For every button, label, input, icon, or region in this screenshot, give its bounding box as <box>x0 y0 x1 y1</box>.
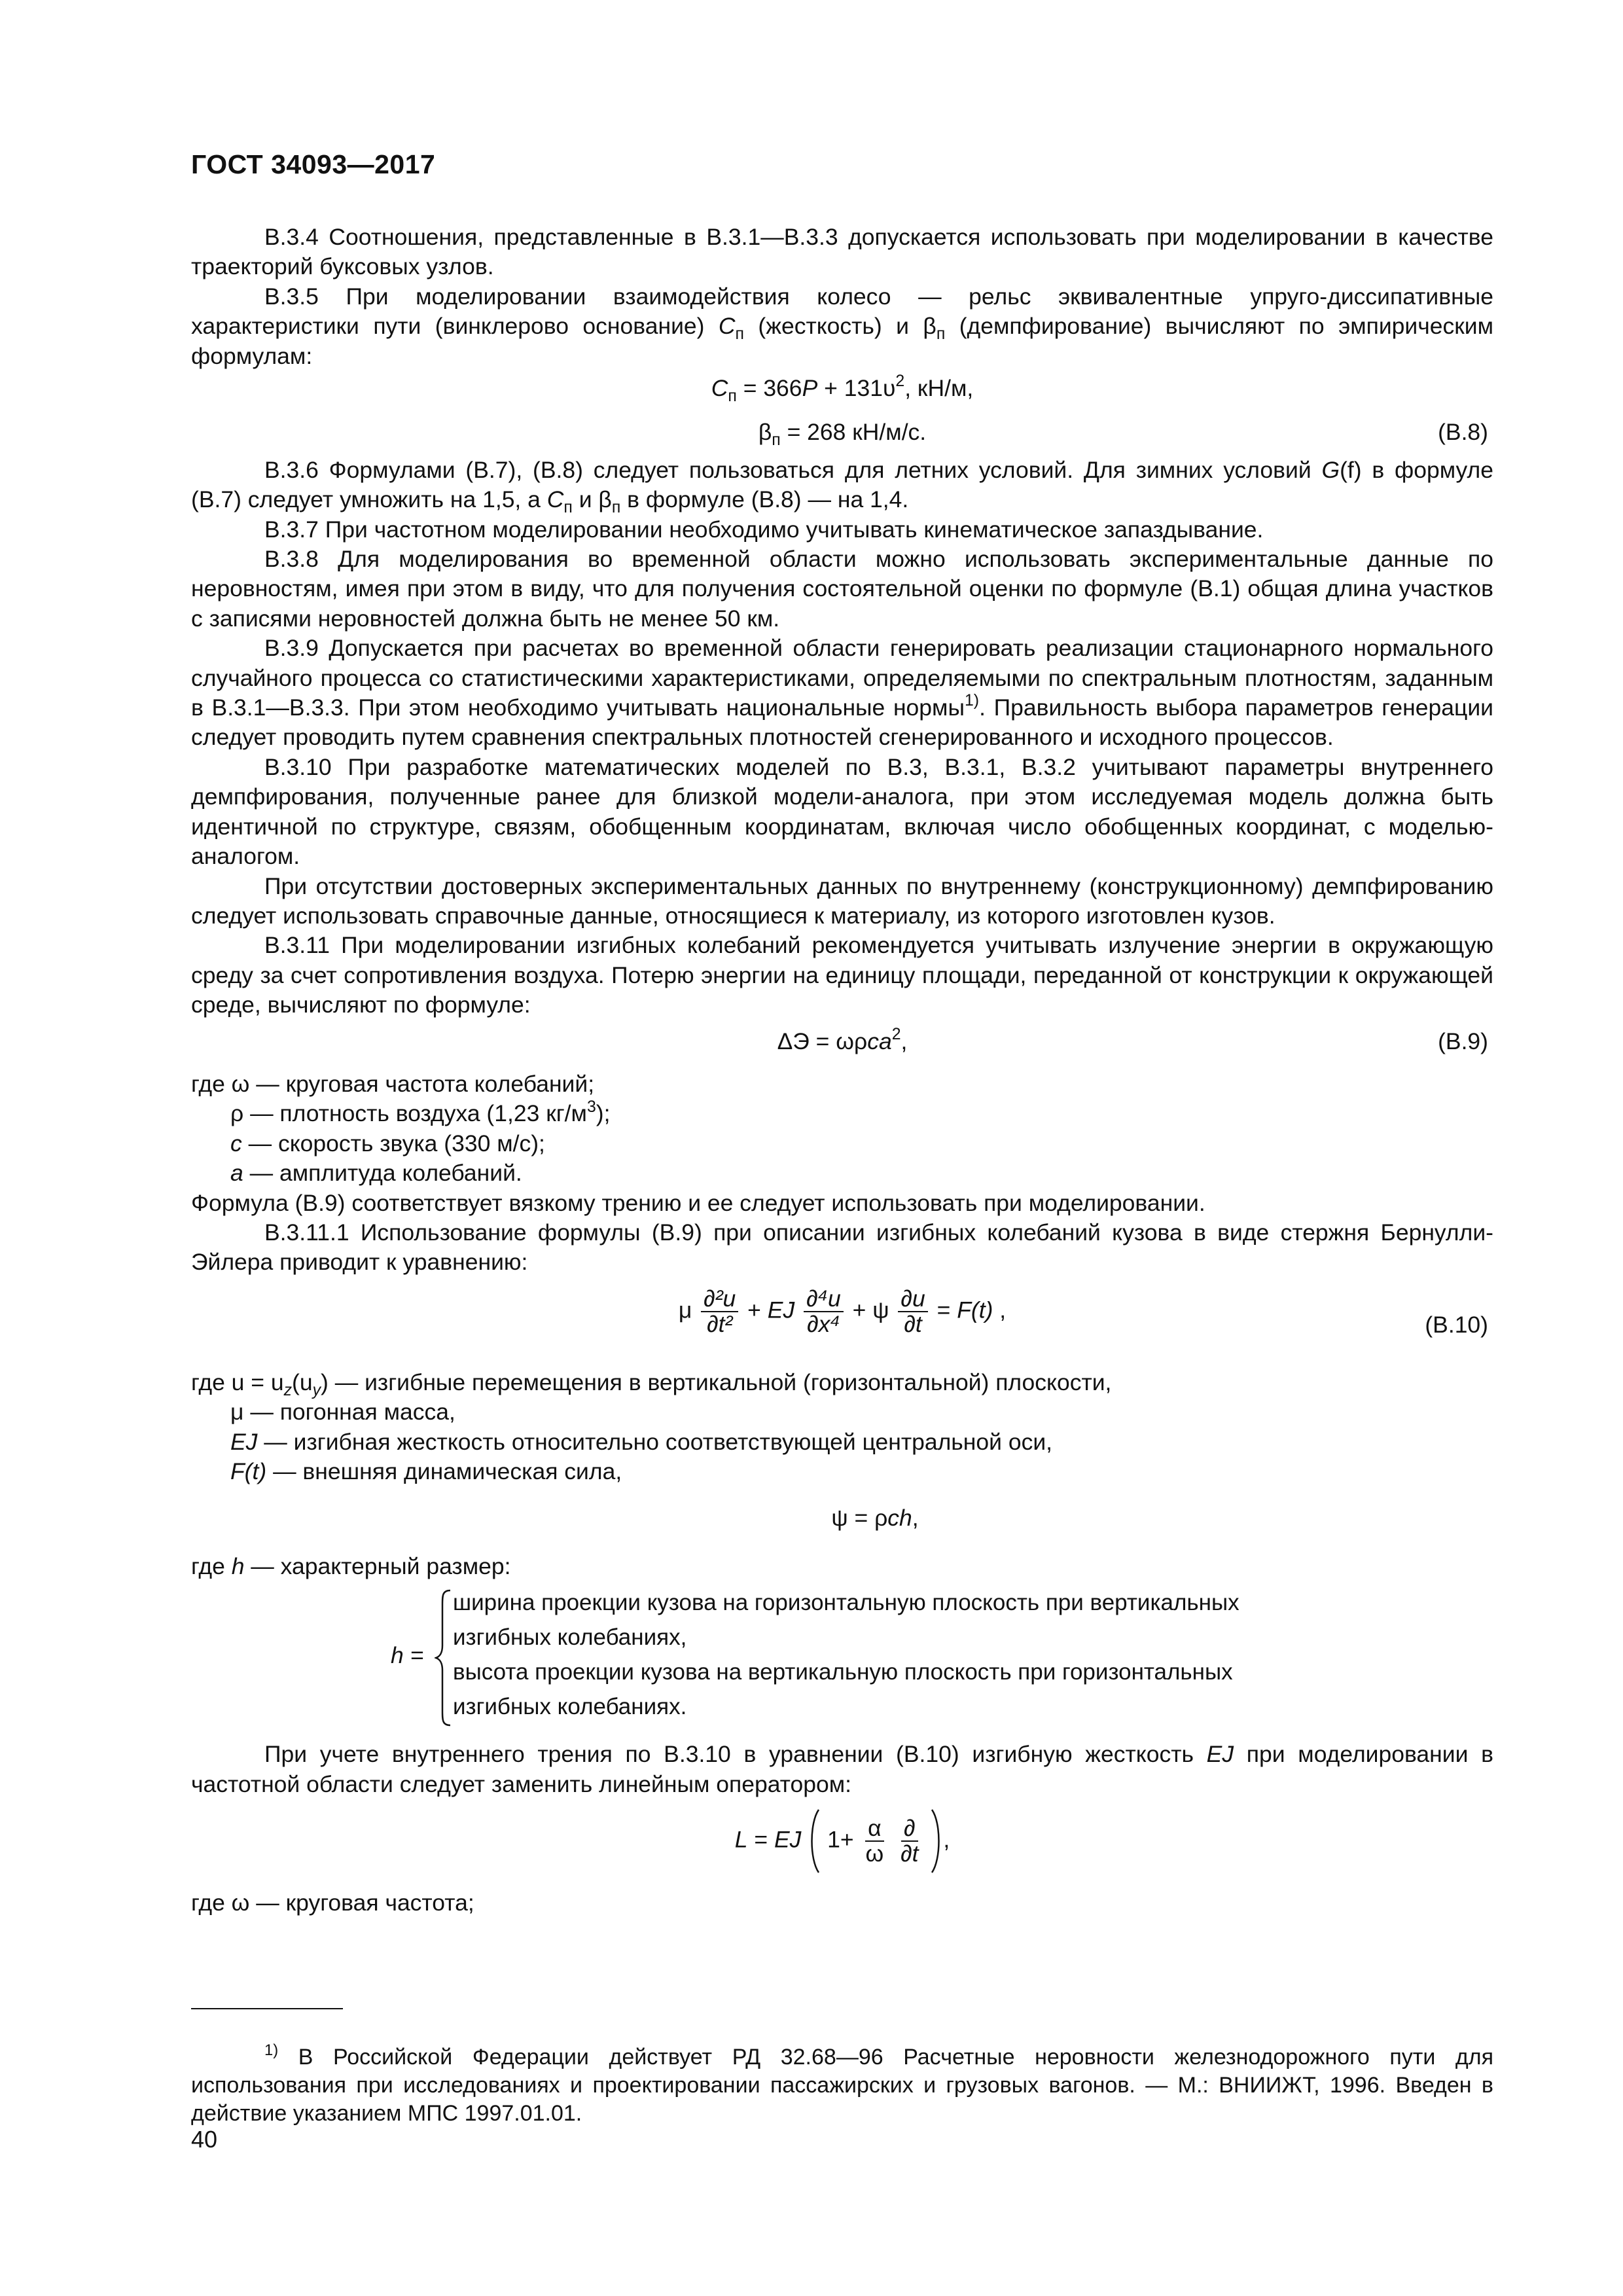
paragraph-b339: В.3.9 Допускается при расчетах во временной области генерировать реализации стационарного нормального случайного процесса со статистическими характеристиками, определяемыми по спектральным плотностям, заданным в В.3.1—В.3.3. При этом необходимо учитывать национальные нормы$^{1)}$. Правильность выбора параметров генерации следует проводить путем сравнения спектральных плотностей сгенерированного и исходного процессов. <box>191 635 1494 751</box>
paragraph-b3311: В.3.11 При моделировании изгибных колебаний рекомендуется учитывать излучение энергии в окружающую среду за счет сопротивления воздуха. Потерю энергии на единицу площади, переданной от конструкции к окружающей среде, вычисляют по формуле: <box>191 932 1493 1018</box>
h-line-3: высота проекции кузова на вертикальную плоскость при горизонтальных <box>453 1659 1233 1685</box>
definition-omega-frequency: где ω — круговая частота; <box>191 1890 474 1916</box>
footnote-ref: 1) <box>964 692 980 710</box>
h-line-2: изгибных колебаниях, <box>453 1624 687 1651</box>
paragraph-b338: В.3.8 Для моделирования во временной области можно использовать экспериментальные данные по неровностям, имея при этом в виду, что для получения состоятельной оценки по формуле (В.1) общая длина участков с записями неровностей должна быть не менее 50 км. <box>191 546 1493 632</box>
h-line-4: изгибных колебаниях. <box>453 1694 687 1720</box>
formula-bp: $\beta_п = 268$ кН/м/с. (В.8) <box>758 419 1488 450</box>
footnote: $^{1)}$ В Российской Федерации действует РД 32.68—96 Расчетные неровности железнодорожного пути для использования при исследованиях и проектировании пассажирских и грузовых вагонов. — М.: ВНИИЖТ, 1996. Введен в действие указанием МПС 1997.01.01. <box>191 2041 1493 2126</box>
brace-shape <box>435 1589 453 1727</box>
definition-omega: где ω — круговая частота колебаний; <box>191 1070 595 1097</box>
formula-psi: ψ = ρch, <box>831 1505 919 1532</box>
document-header: ГОСТ 34093—2017 <box>191 149 436 179</box>
paragraph-absence: При отсутствии достоверных экспериментальных данных по внутреннему (конструкционному) демпфированию следует использовать справочные данные, относящиеся к материалу, из которого изготовлен кузов. <box>191 872 1493 929</box>
formula-h-piecewise: h = ширина проекции кузова на горизонтальную плоскость при вертикальных изгибных колебаниях, высота проекции кузова на вертикальную плоскость при горизонтальных изгибных колебаниях. <box>191 1585 1493 1731</box>
definitions-b9 <box>191 1069 1493 1189</box>
definition-h: где h — характерный размер: <box>191 1552 511 1579</box>
footnote-separator <box>191 2008 343 2009</box>
paragraph-b33111: В.3.11.1 Использование формулы (В.9) при описании изгибных колебаний кузова в виде стержня Бернулли-Эйлера приводит к уравнению: <box>191 1219 1493 1276</box>
page-number: 40 <box>191 2126 218 2153</box>
paragraph-internal-friction: При учете внутреннего трения по В.3.10 в уравнении (В.10) изгибную жесткость EJ при моделировании в частотной области следует заменить линейным оператором: <box>191 1741 1493 1797</box>
definition-c: c — скорость звука (330 м/с); <box>230 1130 545 1157</box>
paragraph-b337: В.3.7 При частотном моделировании необходимо учитывать кинематическое запаздывание. <box>264 516 1264 543</box>
formula-l-operator: L = EJ 1+ $\frac{\alpha}{\omega}$ $\frac{\partial}{\partial t}$ , <box>191 1806 1493 1883</box>
right-parenthesis <box>930 1808 943 1874</box>
paragraph-b336: В.3.6 Формулами (В.7), (В.8) следует пользоваться для летних условий. Для зимних условий G(f) в формуле (В.7) следует умножить на 1,5, а $С_п$ и $\beta_п$ в формуле (В.8) — на 1,4. <box>191 456 1493 517</box>
paragraph-formula-b9-note: Формула (В.9) соответствует вязкому трению и ее следует использовать при моделировании. <box>191 1189 1205 1216</box>
definition-mu: μ — погонная масса, <box>230 1399 455 1426</box>
definition-ft: F(t) — внешняя динамическая сила, <box>230 1458 622 1484</box>
definition-rho: ρ — плотность воздуха (1,23 $кг/м^3$); <box>230 1098 611 1127</box>
formula-b9: ΔЭ = ωρca$^2$, (В.9) <box>191 1027 1493 1056</box>
formula-cp: $С_п = 366P + 131\upsilon^2$, кН/м, <box>711 372 974 406</box>
equation-number-b9: (В.9) <box>1438 1028 1488 1054</box>
paragraph-b335: В.3.5 При моделировании взаимодействия колесо — рельс эквивалентные упруго-диссипативные характеристики пути (винклерово основание) $С_п$ (жесткость) и $\beta_п$ (демпфирование) вычисляют по эмпирическим формулам: <box>191 283 1493 369</box>
formula-b10: μ $\frac{\text{∂²u}}{\text{∂t²}}$ + EJ $\frac{\text{∂⁴u}}{\text{∂x⁴}}$ + ψ $\frac{\partial u}{\partial t}$ = F(t) , (В.10) <box>191 1284 1493 1368</box>
definition-a: a — амплитуда колебаний. <box>230 1160 522 1187</box>
definition-u: где $u = u_z(u_y)$ — изгибные перемещения в вертикальной (горизонтальной) плоскости, <box>191 1369 1112 1399</box>
definition-ej: EJ — изгибная жесткость относительно соответствующей центральной оси, <box>230 1428 1053 1455</box>
document-body <box>191 223 1493 1918</box>
equation-number-b8: (В.8) <box>1438 419 1488 446</box>
equation-number-b10: (В.10) <box>1425 1311 1488 1338</box>
h-line-1: ширина проекции кузова на горизонтальную плоскость при вертикальных <box>453 1590 1240 1616</box>
paragraph-b3310: В.3.10 При разработке математических моделей по В.3, В.3.1, В.3.2 учитывают параметры внутреннего демпфирования, полученные ранее для близкой модели-аналога, при этом исследуемая модель должна быть идентичной по структуре, связям, обобщенным координатам, включая число обобщенных координат, с моделью-аналогом. <box>191 753 1493 870</box>
definitions-b10 <box>191 1368 1493 1487</box>
paragraph-b334: В.3.4 Соотношения, представленные в В.3.1—В.3.3 допускается использовать при моделировании в качестве траекторий буксовых узлов. <box>191 224 1493 280</box>
left-parenthesis <box>808 1808 821 1874</box>
